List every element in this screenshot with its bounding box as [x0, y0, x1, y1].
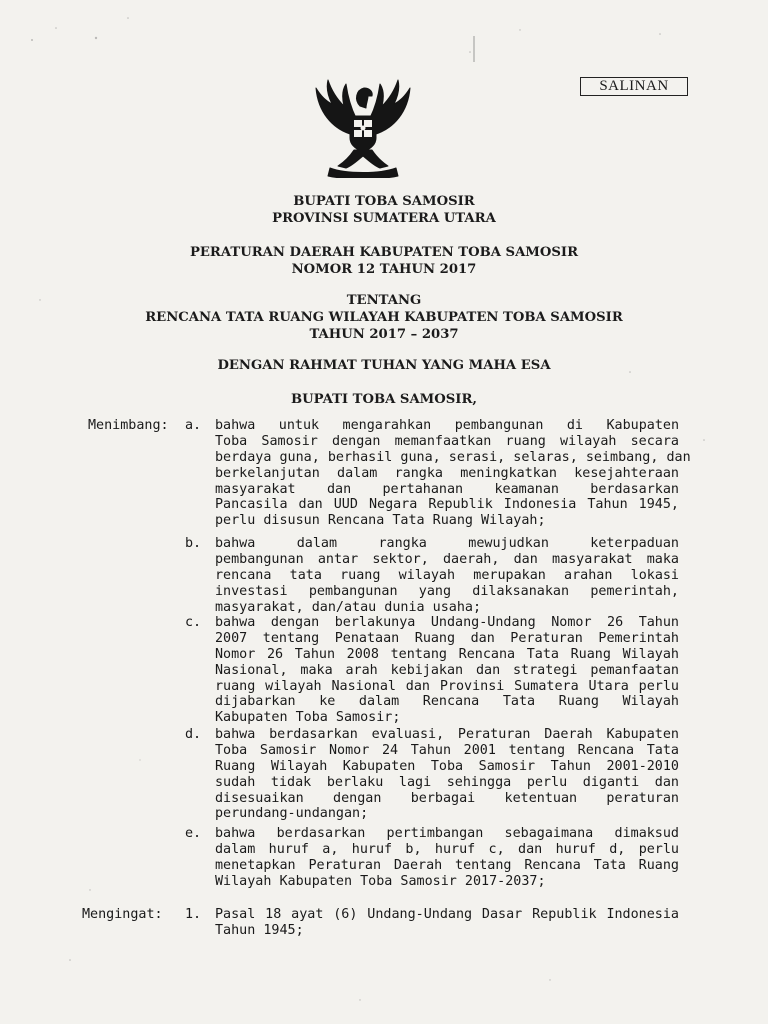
text-line: Nasional, maka arah kebijakan dan strategi pemanfaatan: [215, 662, 679, 678]
text-line: Wilayah Kabupaten Toba Samosir 2017-2037;: [215, 873, 546, 889]
text-line: pembangunan antar sektor, daerah, dan masyarakat maka: [215, 551, 679, 567]
text-line: berkelanjutan dalam rangka meningkatkan kesejahteraan: [215, 465, 679, 481]
text-line: Pancasila dan UUD Negara Republik Indonesia Tahun 1945,: [215, 497, 679, 513]
authority-heading: [0, 391, 768, 408]
subject-title: RENCANA TATA RUANG WILAYAH KABUPATEN TOBA SAMOSIR: [145, 310, 623, 325]
menimbang-item-text: [215, 727, 679, 822]
menimbang-item-marker: d.: [185, 727, 202, 742]
text-line: dijabarkan ke dalam Rencana Tata Ruang Wilayah: [215, 694, 679, 710]
subject-heading: [0, 292, 768, 343]
text-line: masyarakat dan pertahanan keamanan berdasarkan: [215, 481, 679, 497]
text-line: rencana tata ruang wilayah merupakan arahan lokasi: [215, 567, 679, 583]
blessing-heading: [0, 357, 768, 374]
menimbang-item-marker: a.: [185, 418, 202, 433]
menimbang-item-text: [215, 615, 679, 726]
text-line: bahwa dengan berlakunya Undang-Undang Nomor 26 Tahun: [215, 615, 679, 630]
menimbang-item-text: [215, 418, 691, 529]
mengingat-label: Mengingat:: [82, 907, 163, 922]
subject-tentang: TENTANG: [346, 293, 422, 308]
blessing-text: DENGAN RAHMAT TUHAN YANG MAHA ESA: [217, 358, 551, 373]
menimbang-item-marker: b.: [185, 536, 202, 551]
text-line: perlu disusun Rencana Tata Ruang Wilayah;: [215, 513, 546, 529]
issuer-heading: [0, 193, 768, 227]
text-line: berdaya guna, berhasil guna, serasi, selaras, seimbang, dan: [215, 449, 691, 465]
text-line: Toba Samosir dengan memanfaatkan ruang wilayah secara: [215, 433, 679, 449]
text-line: Tahun 1945;: [215, 922, 304, 938]
menimbang-label: Menimbang:: [88, 418, 169, 433]
issuer-title: BUPATI TOBA SAMOSIR: [293, 194, 475, 209]
menimbang-item-text: [215, 826, 679, 890]
text-line: Kabupaten Toba Samosir;: [215, 710, 401, 726]
regulation-heading: [0, 244, 768, 278]
text-line: Pasal 18 ayat (6) Undang-Undang Dasar Republik Indonesia: [215, 907, 679, 922]
issuer-province: PROVINSI SUMATERA UTARA: [272, 211, 496, 226]
garuda-emblem-icon: [310, 76, 416, 178]
text-line: bahwa untuk mengarahkan pembangunan di Kabupaten: [215, 418, 679, 433]
menimbang-item-marker: e.: [185, 826, 202, 841]
text-line: disesuaikan dengan berbagai ketentuan peraturan: [215, 790, 679, 806]
text-line: 2007 tentang Penataan Ruang dan Peraturan Pemerintah: [215, 630, 679, 646]
salinan-stamp: SALINAN: [580, 77, 688, 96]
subject-years: TAHUN 2017 – 2037: [309, 327, 459, 342]
text-line: menetapkan Peraturan Daerah tentang Rencana Tata Ruang: [215, 857, 679, 873]
text-line: Ruang Wilayah Kabupaten Toba Samosir Tahun 2001-2010: [215, 758, 679, 774]
menimbang-item-marker: c.: [185, 615, 202, 630]
authority-text: BUPATI TOBA SAMOSIR,: [290, 392, 478, 407]
text-line: dalam huruf a, huruf b, huruf c, dan huruf d, perlu: [215, 841, 679, 857]
text-line: Toba Samosir Nomor 24 Tahun 2001 tentang Rencana Tata: [215, 742, 679, 758]
text-line: bahwa dalam rangka mewujudkan keterpaduan: [215, 536, 679, 551]
text-line: investasi pembangunan yang dilaksanakan pemerintah,: [215, 583, 679, 599]
text-line: ruang wilayah Nasional dan Provinsi Sumatera Utara perlu: [215, 678, 679, 694]
text-line: perundang-undangan;: [215, 806, 369, 822]
text-line: masyarakat, dan/atau dunia usaha;: [215, 599, 482, 615]
text-line: Nomor 26 Tahun 2008 tentang Rencana Tata Ruang Wilayah: [215, 646, 679, 662]
menimbang-item-text: [215, 536, 679, 615]
text-line: bahwa berdasarkan pertimbangan sebagaimana dimaksud: [215, 826, 679, 841]
mengingat-item-marker: 1.: [185, 907, 202, 922]
text-line: bahwa berdasarkan evaluasi, Peraturan Daerah Kabupaten: [215, 727, 679, 742]
mengingat-item-text: [215, 907, 679, 939]
regulation-number: NOMOR 12 TAHUN 2017: [291, 262, 477, 277]
text-line: sudah tidak berlaku lagi sehingga perlu diganti dan: [215, 774, 679, 790]
regulation-title: PERATURAN DAERAH KABUPATEN TOBA SAMOSIR: [189, 245, 579, 260]
